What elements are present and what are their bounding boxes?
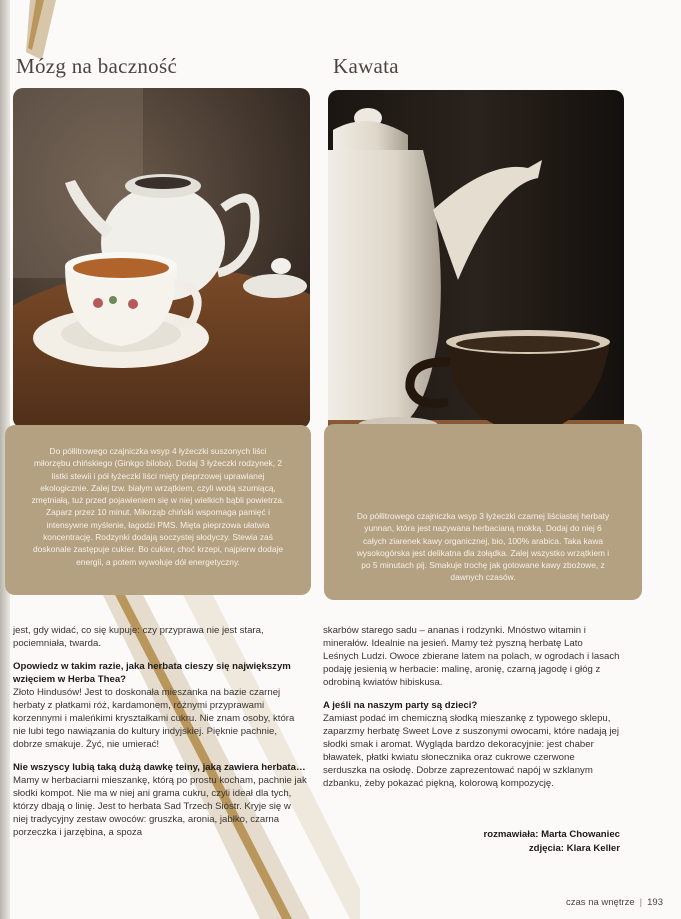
interview-answer: Zamiast podać im chemiczną słodką mieszankę z typowego sklepu, zaparzmy herbatę Sweet Love z suszonymi owocami, które nadają jej słodki smak i aromat. Wygląda bardzo dekoracyjnie: jest chaber bławatek, płatki kwiatu słonecznika oraz cukrowe czerwone serduszka na osłodę. Dobrze zaprezentować napój w szklanym dzbanku, żeby pokazać piękną, kolorową kompozycję. xyxy=(323,713,619,789)
footer-separator: | xyxy=(639,897,643,908)
paragraph: jest, gdy widać, co się kupuje: czy przyprawa nie jest stara, pociemniała, twarda. xyxy=(13,625,264,649)
paragraph: skarbów starego sadu – ananas i rodzynki. Mnóstwo witamin i minerałów. Idealnie na jesień. Mamy też pyszną herbatę Lato Leśnych Ludzi. Owoce zbierane latem na polach, w ogrodach i lasach podaję jesienią w herbacie: malinę, aronię, czarną jagodę i głóg z odrobiną kwiatów hibiskusa. xyxy=(323,625,620,688)
recipe-text-left: Do półlitrowego czajniczka wsyp 4 łyżeczki suszonych liści miłorzębu chińskiego (Ginkgo biloba). Dodaj 3 łyżeczki rodzynek, 2 listki stewii i pół łyżeczki liści mięty pieprzowej uprawianej ekologicznie. Zalej tzw. białym wrzątkiem, czyli wodą szumiącą, zmętniałą, tuż przed pojawieniem się w niej wielkich bąbli powietrza. Zaparz przez 10 minut. Miłorząb chiński wspomaga pamięć i intensywne myślenie, łagodzi PMS. Mięta pieprzowa ułatwia koncentrację. Rodzynki dodają soczystej słodyczy. Stewia zaś doskonale zastępuje cukier. Bo cukier, choć krzepi, najpierw dodaje energii, a potem wywołuje dół energetyczny. xyxy=(31,446,285,567)
teapot-photo-left xyxy=(13,88,310,428)
recipe-caption-right xyxy=(324,424,642,600)
magazine-name: czas na wnętrze xyxy=(566,897,635,908)
article-column-right xyxy=(323,624,621,790)
interview-question: Nie wszyscy lubią taką dużą dawkę teiny, jaką zawiera herbata… xyxy=(13,762,306,773)
interview-answer: Mamy w herbaciarni mieszankę, którą po prostu kocham, pachnie jak słodki kompot. Nie ma w niej ani grama cukru, czyli ideał dla tych, którzy dbają o linię. Jest to herbata Sad Trzech Sióstr. Kryje się w niej tradycyjny zestaw owoców: gruszka, aronia, jabłko, czarna porzeczka i jarzębina, a spoza xyxy=(13,775,307,838)
interview-answer: Złoto Hindusów! Jest to doskonała mieszanka na bazie czarnej herbaty z płatkami róż, kardamonem, różnymi przyprawami korzennymi i maleńkimi kryształkami cukru. Nie znam osoby, która nie lubi tego nawiązania do kultury indyjskiej. Pięknie pachnie, dobrze smakuje. Żyć, nie umierać! xyxy=(13,687,295,750)
article-column-left xyxy=(13,624,307,839)
section-title-left: Mózg na baczność xyxy=(16,54,178,78)
interview-question: A jeśli na naszym party są dzieci? xyxy=(323,700,478,711)
article-credits xyxy=(484,828,620,856)
page-number: 193 xyxy=(647,897,663,908)
section-title-right: Kawata xyxy=(333,54,399,78)
recipe-text-right: Do półlitrowego czajniczka wsyp 3 łyżeczki czarnej liściastej herbaty yunnan, która jest nazywana herbacianą mokką. Dodaj do niej 6 całych ziarenek kawy organicznej, bio, 100% arabica. Taka kawa wysokogórska jest delikatna dla żołądka. Zalej wszystko wrzątkiem i po 5 minutach pij. Smakuje trochę jak gotowane kawy zbożowe, z dawnych czasów. xyxy=(356,511,610,583)
photographer-credit: zdjęcia: Klara Keller xyxy=(528,843,620,854)
interview-question: Opowiedz w takim razie, jaka herbata cieszy się największym wzięciem w Herba Thea? xyxy=(13,661,291,685)
page-footer xyxy=(566,897,663,908)
interviewer-credit: rozmawiała: Marta Chowaniec xyxy=(483,829,620,840)
recipe-caption-left xyxy=(5,425,311,595)
